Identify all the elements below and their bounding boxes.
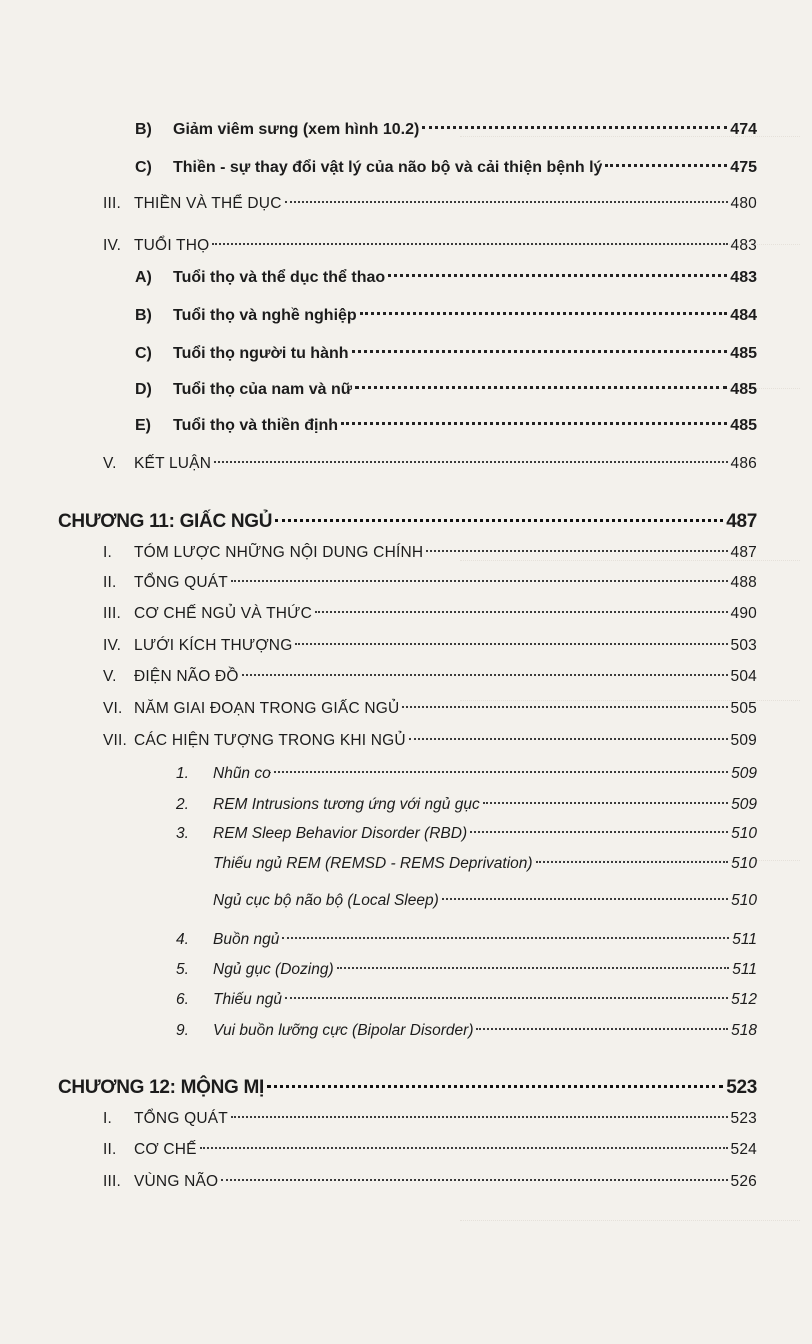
- item-page: 509: [731, 765, 757, 782]
- dot-leader: [426, 550, 727, 552]
- toc-entry[interactable]: [0, 304, 757, 328]
- section-page: 505: [730, 700, 757, 717]
- toc-entry[interactable]: [0, 414, 757, 438]
- item-number: 1.: [176, 765, 189, 782]
- toc-item[interactable]: [0, 822, 757, 846]
- dot-leader: [315, 611, 728, 613]
- section-page: 486: [730, 455, 757, 472]
- section-title: VÙNG NÃO: [134, 1173, 219, 1190]
- toc-section[interactable]: [0, 697, 757, 721]
- item-title: Buồn ngủ: [213, 931, 280, 948]
- toc-section[interactable]: [0, 234, 757, 258]
- item-page: 512: [731, 991, 757, 1008]
- section-page: 509: [730, 732, 757, 749]
- section-number: II.: [103, 1141, 117, 1158]
- chapter-heading[interactable]: [0, 508, 757, 536]
- section-number: V.: [103, 668, 117, 685]
- entry-title: Giảm viêm sưng (xem hình 10.2): [173, 121, 420, 138]
- section-page: 490: [730, 605, 757, 622]
- entry-number: A): [135, 269, 152, 286]
- item-number: 9.: [176, 1022, 189, 1039]
- section-page: 523: [730, 1110, 757, 1127]
- section-page: 504: [730, 668, 757, 685]
- dot-leader: [360, 312, 728, 315]
- item-number: 2.: [176, 796, 189, 813]
- dot-leader: [231, 580, 728, 582]
- dot-leader: [536, 861, 729, 863]
- section-title: TÓM LƯỢC NHỮNG NỘI DUNG CHÍNH: [134, 544, 424, 561]
- toc-section[interactable]: [0, 192, 757, 216]
- item-title: Ngủ cục bộ não bộ (Local Sleep): [213, 892, 439, 909]
- item-page: 518: [731, 1022, 757, 1039]
- item-number: 3.: [176, 825, 189, 842]
- entry-title: Tuổi thọ và thiền định: [173, 417, 339, 434]
- dot-leader: [352, 350, 728, 353]
- section-number: III.: [103, 605, 122, 622]
- entry-title: Thiền - sự thay đổi vật lý của não bộ và cải thiện bệnh lý: [173, 159, 603, 176]
- entry-page: 483: [730, 269, 757, 286]
- item-title: Thiếu ngủ REM (REMSD - REMS Deprivation): [213, 855, 533, 872]
- dot-leader: [409, 738, 728, 740]
- toc-section[interactable]: [0, 665, 757, 689]
- item-title: Vui buồn lưỡng cực (Bipolar Disorder): [213, 1022, 474, 1039]
- section-number: II.: [103, 574, 117, 591]
- item-title: Thiếu ngủ: [213, 991, 282, 1008]
- section-page: 487: [730, 544, 757, 561]
- entry-page: 474: [730, 121, 757, 138]
- toc-section[interactable]: [0, 602, 757, 626]
- entry-number: B): [135, 307, 152, 324]
- chapter-title: CHƯƠNG 12: MỘNG MỊ: [58, 1077, 265, 1098]
- section-number: IV.: [103, 237, 122, 254]
- dot-leader: [388, 274, 727, 277]
- entry-title: Tuổi thọ người tu hành: [173, 345, 349, 362]
- toc-entry[interactable]: [0, 266, 757, 290]
- entry-number: D): [135, 381, 152, 398]
- toc-item[interactable]: [0, 852, 757, 876]
- toc-section[interactable]: [0, 452, 757, 476]
- section-page: 483: [730, 237, 757, 254]
- chapter-heading[interactable]: [0, 1074, 757, 1102]
- dot-leader: [267, 1085, 723, 1088]
- chapter-page: 487: [726, 511, 757, 532]
- toc-item[interactable]: [0, 1019, 757, 1043]
- item-number: 6.: [176, 991, 189, 1008]
- item-title: Ngủ gục (Dozing): [213, 961, 334, 978]
- toc-section[interactable]: [0, 1170, 757, 1194]
- item-page: 511: [732, 931, 757, 948]
- item-title: REM Sleep Behavior Disorder (RBD): [213, 825, 468, 842]
- item-page: 509: [731, 796, 757, 813]
- section-page: 526: [730, 1173, 757, 1190]
- dot-leader: [274, 771, 728, 773]
- item-page: 510: [731, 855, 757, 872]
- section-title: TUỔI THỌ: [134, 237, 210, 254]
- dot-leader: [483, 802, 728, 804]
- dot-leader: [231, 1116, 728, 1118]
- item-page: 510: [731, 825, 757, 842]
- dot-leader: [470, 831, 728, 833]
- section-title: ĐIỆN NÃO ĐỒ: [134, 668, 239, 685]
- dot-leader: [337, 967, 730, 969]
- entry-page: 485: [730, 417, 757, 434]
- toc-item[interactable]: [0, 889, 757, 913]
- chapter-title: CHƯƠNG 11: GIẤC NGỦ: [58, 511, 273, 532]
- entry-title: Tuổi thọ của nam và nữ: [173, 381, 353, 398]
- section-title: LƯỚI KÍCH THƯỢNG: [134, 637, 293, 654]
- dot-leader: [221, 1179, 727, 1181]
- entry-number: C): [135, 159, 152, 176]
- dot-leader: [242, 674, 728, 676]
- section-number: VII.: [103, 732, 128, 749]
- entry-title: Tuổi thọ và nghề nghiệp: [173, 307, 357, 324]
- section-title: TỔNG QUÁT: [134, 1110, 228, 1127]
- toc-section[interactable]: [0, 729, 757, 753]
- entry-number: B): [135, 121, 152, 138]
- item-page: 511: [732, 961, 757, 978]
- toc-section[interactable]: [0, 1107, 757, 1131]
- dot-leader: [275, 519, 723, 522]
- section-number: I.: [103, 544, 113, 561]
- entry-page: 484: [730, 307, 757, 324]
- dot-leader: [442, 898, 728, 900]
- entry-number: C): [135, 345, 152, 362]
- section-number: V.: [103, 455, 117, 472]
- entry-page: 475: [730, 159, 757, 176]
- section-number: IV.: [103, 637, 122, 654]
- entry-title: Tuổi thọ và thể dục thể thao: [173, 269, 386, 286]
- section-number: III.: [103, 1173, 122, 1190]
- toc-section[interactable]: [0, 634, 757, 658]
- item-page: 510: [731, 892, 757, 909]
- toc-entry[interactable]: [0, 378, 757, 402]
- dot-leader: [355, 386, 727, 389]
- dot-leader: [295, 643, 727, 645]
- section-page: 480: [730, 195, 757, 212]
- item-number: 4.: [176, 931, 189, 948]
- dot-leader: [200, 1147, 728, 1149]
- toc-section[interactable]: [0, 571, 757, 595]
- section-number: III.: [103, 195, 122, 212]
- dot-leader: [212, 243, 727, 245]
- section-number: I.: [103, 1110, 113, 1127]
- section-number: VI.: [103, 700, 123, 717]
- toc-item[interactable]: [0, 988, 757, 1012]
- dot-leader: [402, 706, 727, 708]
- toc-item[interactable]: [0, 958, 757, 982]
- section-title: CƠ CHẾ: [134, 1141, 197, 1158]
- dot-leader: [285, 201, 728, 203]
- dot-leader: [605, 164, 727, 167]
- entry-page: 485: [730, 345, 757, 362]
- item-title: Nhũn cơ: [213, 765, 272, 782]
- section-title: KẾT LUẬN: [134, 455, 212, 472]
- toc-item[interactable]: [0, 762, 757, 786]
- entry-number: E): [135, 417, 151, 434]
- dot-leader: [285, 997, 728, 999]
- toc-entry[interactable]: [0, 156, 757, 180]
- toc-entry[interactable]: [0, 342, 757, 366]
- toc-section[interactable]: [0, 541, 757, 565]
- section-page: 503: [730, 637, 757, 654]
- section-title: CƠ CHẾ NGỦ VÀ THỨC: [134, 605, 312, 622]
- section-title: CÁC HIỆN TƯỢNG TRONG KHI NGỦ: [134, 732, 406, 749]
- section-page: 524: [730, 1141, 757, 1158]
- toc-section[interactable]: [0, 1138, 757, 1162]
- dot-leader: [282, 937, 729, 939]
- toc-entry[interactable]: [0, 118, 757, 142]
- dot-leader: [422, 126, 727, 129]
- section-page: 488: [730, 574, 757, 591]
- toc-item[interactable]: [0, 928, 757, 952]
- dot-leader: [214, 461, 727, 463]
- section-title: NĂM GIAI ĐOẠN TRONG GIẤC NGỦ: [134, 700, 400, 717]
- chapter-page: 523: [726, 1077, 757, 1098]
- item-number: 5.: [176, 961, 189, 978]
- dot-leader: [341, 422, 727, 425]
- section-title: THIỀN VÀ THỂ DỤC: [134, 195, 282, 212]
- dot-leader: [476, 1028, 728, 1030]
- bleed-through-line: [460, 1220, 800, 1222]
- item-title: REM Intrusions tương ứng với ngủ gục: [213, 796, 480, 813]
- entry-page: 485: [730, 381, 757, 398]
- toc-item[interactable]: [0, 793, 757, 817]
- section-title: TỔNG QUÁT: [134, 574, 228, 591]
